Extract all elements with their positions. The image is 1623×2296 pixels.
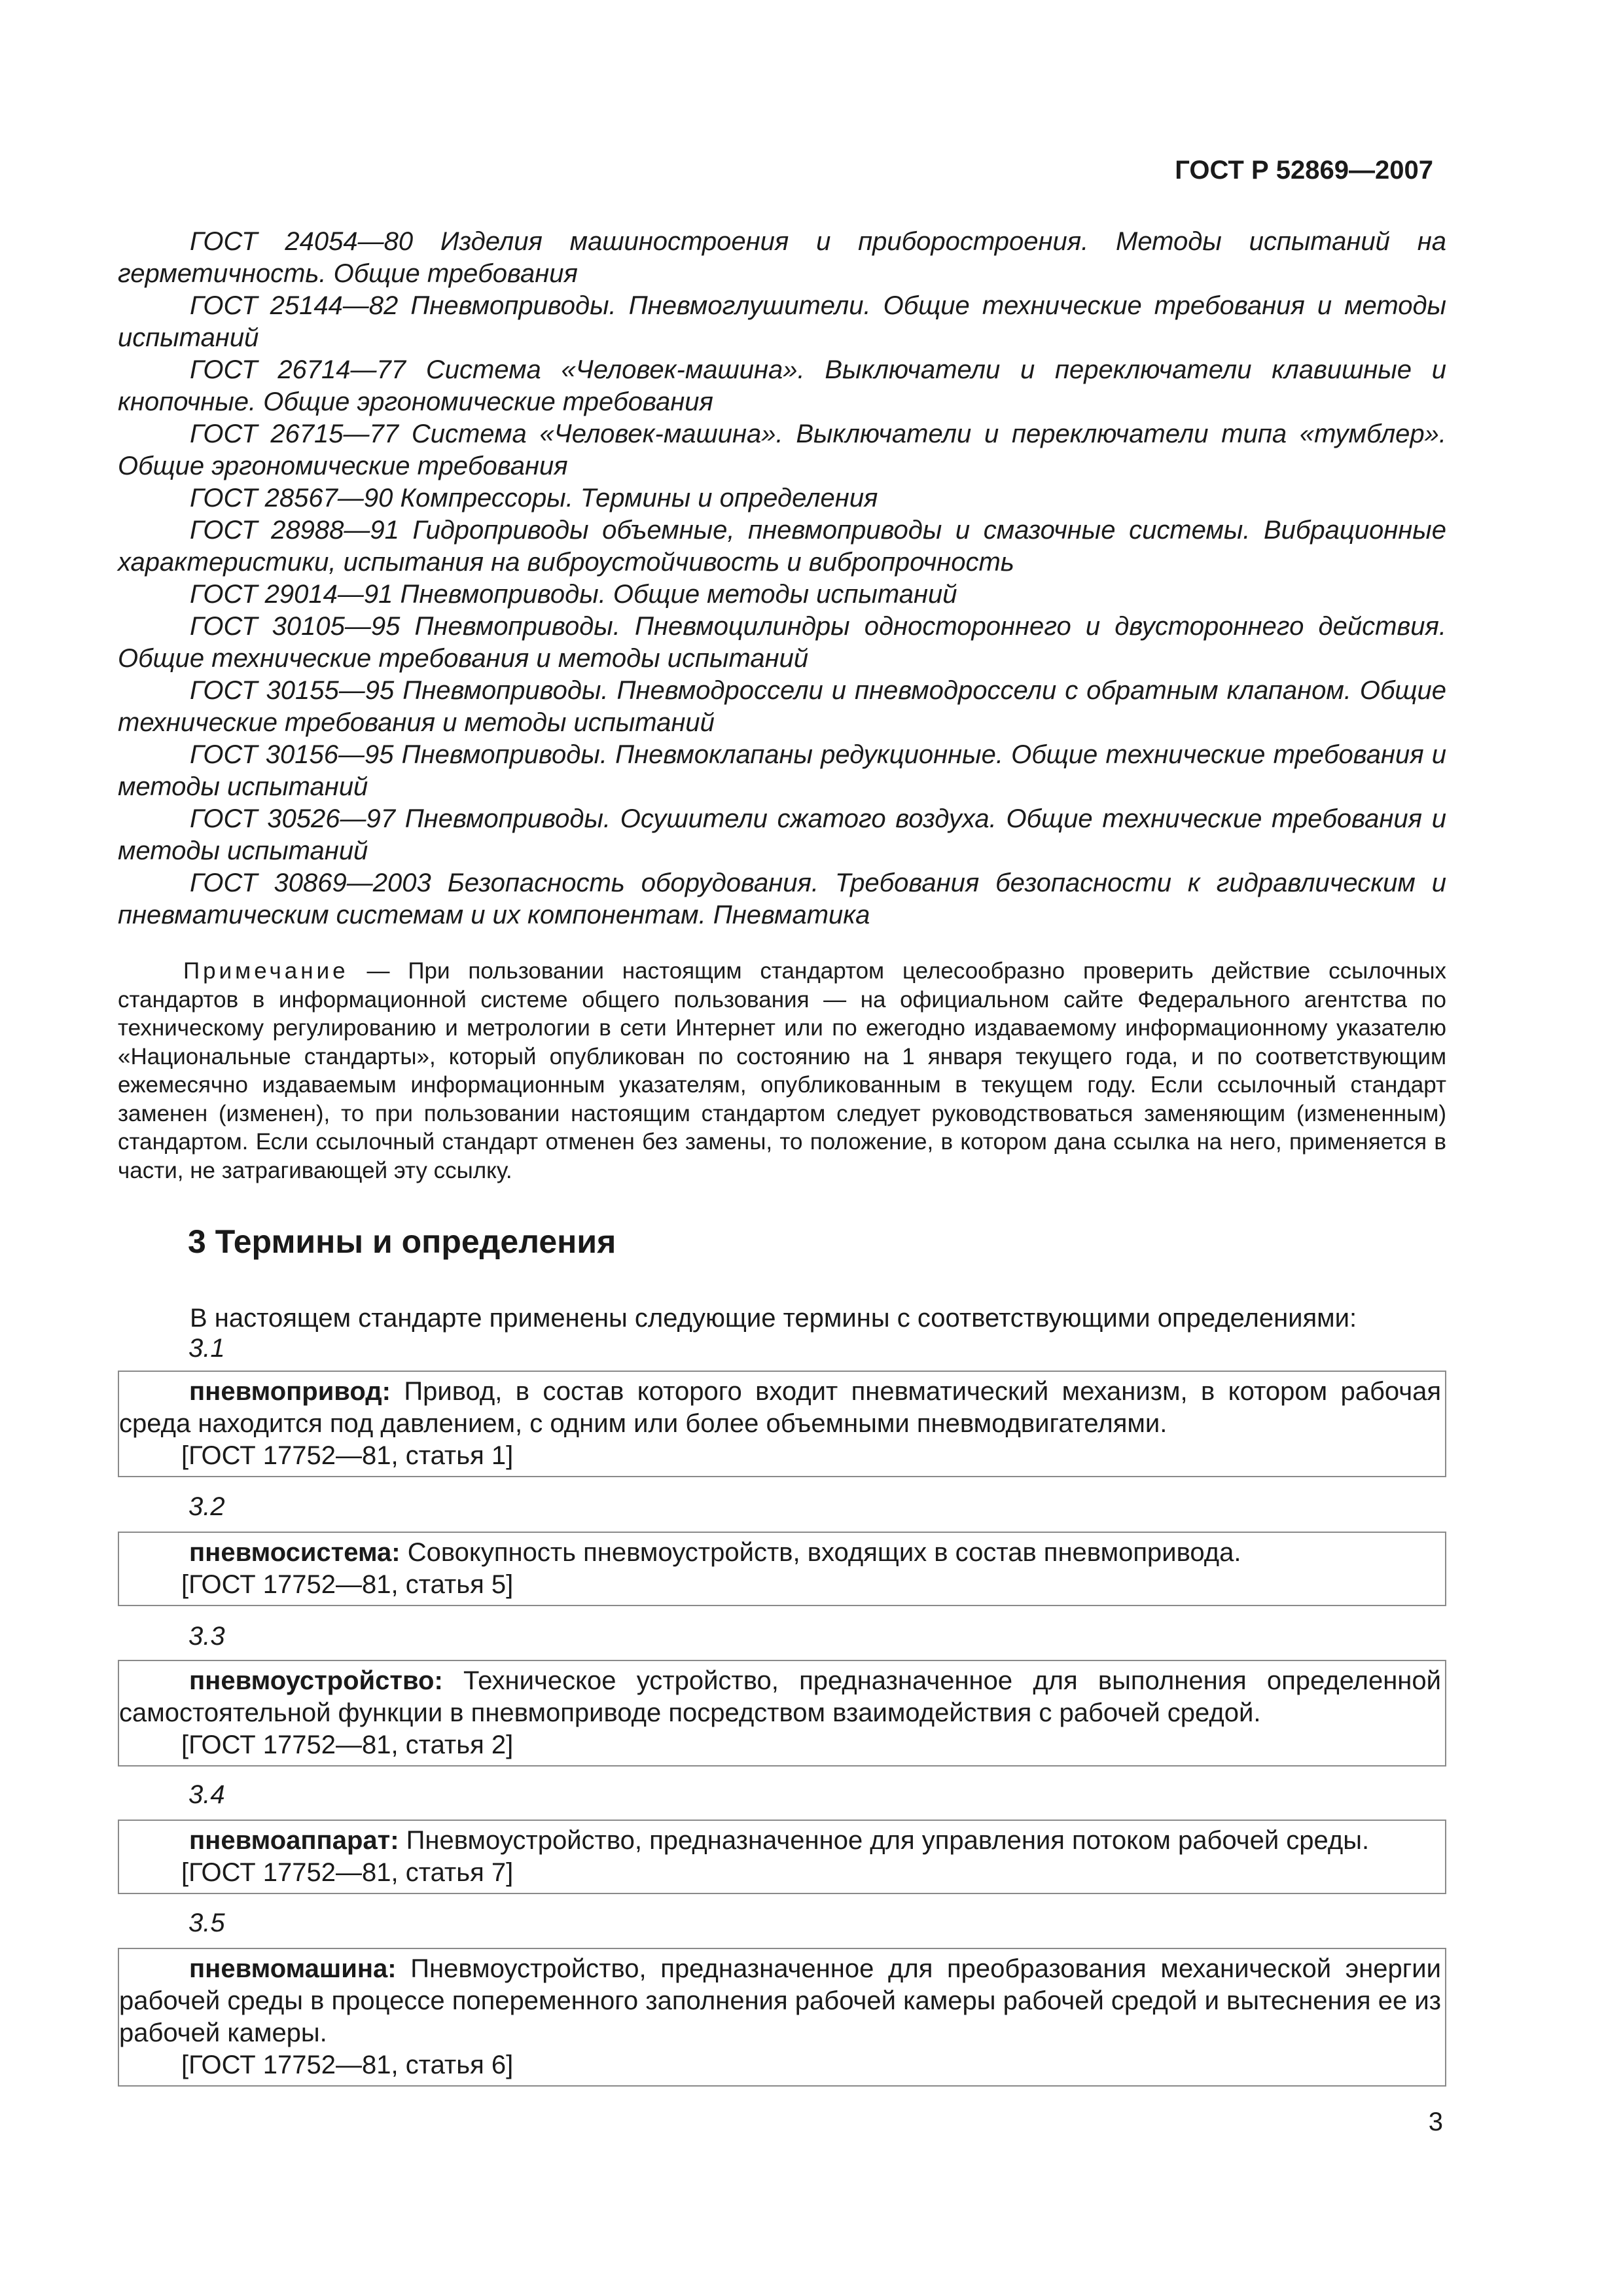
term-definition <box>119 1825 1445 1857</box>
reference-item: ГОСТ 30155—95 Пневмоприводы. Пневмодроссели и пневмодроссели с обратным клапаном. Общие технические требования и методы испытаний <box>118 676 1446 737</box>
term-number: 3.1 <box>188 1334 225 1363</box>
normative-references-list <box>118 226 1446 931</box>
term-source: [ГОСТ 17752—81, статья 5] <box>181 1570 514 1599</box>
term-text: Совокупность пневмоустройств, входящих в состав пневмопривода. <box>400 1538 1241 1567</box>
note-text: — При пользовании настоящим стандартом целесообразно проверить действие ссылочных стандартов в информационной системе общего пользования — на официальном сайте Федерального агентства по техническому регулированию и метрологии в сети Интернет или по ежегодно издаваемому информационному указателю «Национальные стандарты», который опубликован по состоянию на 1 января текущего года, и по соответствующим ежемесячно издаваемым информационным указателям, опубликованным в текущем году. Если ссылочный стандарт заменен (изменен), то при пользовании настоящим стандартом следует руководствоваться заменяющим (измененным) стандартом. Если ссылочный стандарт отменен без замены, то положение, в котором дана ссылка на него, применяется в части, не затрагивающей эту ссылку. <box>118 958 1446 1183</box>
term-number: 3.2 <box>188 1492 225 1521</box>
term-source: [ГОСТ 17752—81, статья 1] <box>181 1441 514 1470</box>
term-number: 3.3 <box>188 1622 225 1651</box>
term-definition <box>119 1665 1445 1729</box>
reference-item: ГОСТ 29014—91 Пневмоприводы. Общие методы испытаний <box>190 580 957 609</box>
reference-item: ГОСТ 30869—2003 Безопасность оборудования. Требования безопасности к гидравлическим и пневматическим системам и их компонентам. Пневматика <box>118 869 1446 929</box>
term-definition <box>119 1953 1445 2049</box>
term-name: пневмопривод: <box>189 1377 391 1406</box>
term-box <box>118 1660 1446 1767</box>
page-number: 3 <box>1428 2108 1443 2136</box>
term-box <box>118 1820 1446 1894</box>
note-label: Примечание <box>183 958 349 984</box>
note-paragraph <box>118 957 1446 1185</box>
reference-item: ГОСТ 24054—80 Изделия машиностроения и приборостроения. Методы испытаний на герметичность. Общие требования <box>118 227 1446 288</box>
reference-item: ГОСТ 26715—77 Система «Человек-машина». Выключатели и переключатели типа «тумблер». Общие эргономические требования <box>118 420 1446 480</box>
reference-item: ГОСТ 30156—95 Пневмоприводы. Пневмоклапаны редукционные. Общие технические требования и методы испытаний <box>118 740 1446 801</box>
reference-item: ГОСТ 28567—90 Компрессоры. Термины и определения <box>190 484 878 512</box>
term-source: [ГОСТ 17752—81, статья 7] <box>181 1858 514 1887</box>
term-text: Техническое устройство, предназначенное для выполнения определенной самостоятельной функции в пневмоприводе посредством взаимодействия с рабочей средой. <box>119 1666 1441 1727</box>
term-text: Привод, в состав которого входит пневматический механизм, в котором рабочая среда находится под давлением, с одним или более объемными пневмодвигателями. <box>119 1377 1441 1438</box>
term-name: пневмоустройство: <box>189 1666 443 1695</box>
term-definition <box>119 1537 1445 1569</box>
term-source: [ГОСТ 17752—81, статья 6] <box>181 2051 514 2079</box>
term-box <box>118 1532 1446 1606</box>
term-box <box>118 1948 1446 2087</box>
section-title: 3 Термины и определения <box>188 1223 616 1260</box>
reference-item: ГОСТ 26714—77 Система «Человек-машина». Выключатели и переключатели клавишные и кнопочные. Общие эргономические требования <box>118 355 1446 416</box>
term-definition <box>119 1376 1445 1440</box>
term-number: 3.4 <box>188 1780 225 1809</box>
reference-item: ГОСТ 25144—82 Пневмоприводы. Пневмоглушители. Общие технические требования и методы испытаний <box>118 291 1446 352</box>
term-name: пневмосистема: <box>189 1538 401 1567</box>
term-text: Пневмоустройство, предназначенное для управления потоком рабочей среды. <box>399 1826 1370 1855</box>
section-intro: В настоящем стандарте применены следующие термины с соответствующими определениями: <box>190 1304 1357 1333</box>
reference-item: ГОСТ 28988—91 Гидроприводы объемные, пневмоприводы и смазочные системы. Вибрационные характеристики, испытания на виброустойчивость и вибропрочность <box>118 516 1446 577</box>
term-source: [ГОСТ 17752—81, статья 2] <box>181 1731 514 1759</box>
term-box <box>118 1371 1446 1477</box>
term-number: 3.5 <box>188 1909 225 1937</box>
reference-item: ГОСТ 30526—97 Пневмоприводы. Осушители сжатого воздуха. Общие технические требования и методы испытаний <box>118 804 1446 865</box>
document-header: ГОСТ Р 52869—2007 <box>1175 156 1433 185</box>
term-text: Пневмоустройство, предназначенное для преобразования механической энергии рабочей среды в процессе попеременного заполнения рабочей камеры рабочей средой и вытеснения ее из рабочей камеры. <box>119 1954 1441 2047</box>
term-name: пневмомашина: <box>189 1954 397 1983</box>
reference-item: ГОСТ 30105—95 Пневмоприводы. Пневмоцилиндры одностороннего и двустороннего действия. Общие технические требования и методы испытаний <box>118 612 1446 673</box>
term-name: пневмоаппарат: <box>189 1826 399 1855</box>
